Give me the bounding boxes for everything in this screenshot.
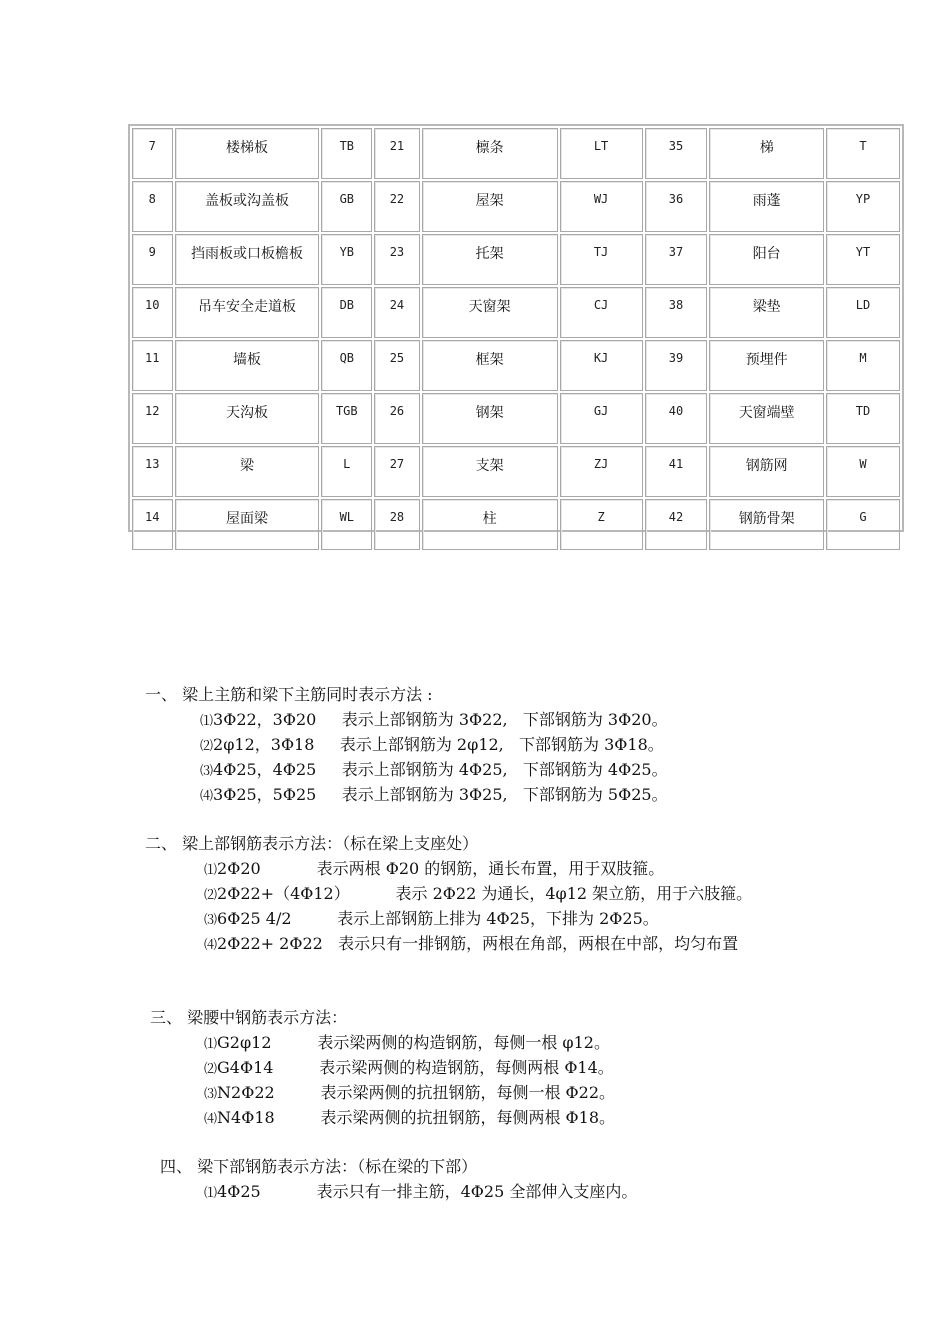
table-cell-component-name: 钢筋骨架 [709, 499, 824, 550]
item-text: N2Φ22 表示梁两侧的抗扭钢筋，每侧一根 Φ22。 [217, 1083, 616, 1102]
table-cell-number: 22 [374, 181, 420, 232]
section-2-item-2 [204, 884, 752, 906]
item-text: 4Φ25，4Φ25 表示上部钢筋为 4Φ25, 下部钢筋为 4Φ25。 [213, 760, 668, 779]
table-cell-component-name: 预埋件 [709, 340, 824, 391]
table-cell-number: 24 [374, 287, 420, 338]
item-text: N4Φ18 表示梁两侧的抗扭钢筋，每侧两根 Φ18。 [217, 1108, 616, 1127]
item-marker: ⑵ [200, 739, 214, 754]
table-cell-code: QB [321, 340, 372, 391]
item-marker: ⑴ [204, 1186, 218, 1201]
section-2-heading: 二、 梁上部钢筋表示方法：（标在梁上支座处） [145, 834, 479, 853]
table-cell-code: YB [321, 234, 372, 285]
section-1-heading: 一、 梁上主筋和梁下主筋同时表示方法 : [145, 685, 433, 704]
table-cell-component-name: 雨蓬 [709, 181, 824, 232]
table-cell-code: WJ [560, 181, 643, 232]
table-cell-code: WL [321, 499, 372, 550]
table-cell-component-name: 梁 [175, 446, 320, 497]
table-cell-number: 23 [374, 234, 420, 285]
section-4-item-1 [204, 1182, 637, 1204]
table-cell-component-name: 钢架 [422, 393, 558, 444]
item-text: 6Φ25 4/2 表示上部钢筋上排为 4Φ25，下排为 2Φ25。 [217, 909, 659, 928]
table-cell-number: 13 [132, 446, 173, 497]
item-marker: ⑷ [204, 1112, 218, 1127]
section-1-item-1 [200, 710, 668, 732]
item-marker: ⑶ [200, 764, 214, 779]
item-text: G4Φ14 表示梁两侧的构造钢筋，每侧两根 Φ14。 [217, 1058, 614, 1077]
table-cell-number: 8 [132, 181, 173, 232]
table-cell-number: 41 [645, 446, 708, 497]
section-2-item-3 [204, 909, 659, 931]
table-cell-code: GJ [560, 393, 643, 444]
section-3-item-4 [204, 1108, 615, 1130]
item-text: 2φ12，3Φ18 表示上部钢筋为 2φ12, 下部钢筋为 3Φ18。 [213, 735, 664, 754]
item-marker: ⑵ [204, 1062, 218, 1077]
section-3-item-3 [204, 1083, 615, 1105]
table-cell-number: 37 [645, 234, 708, 285]
table-cell-component-name: 天窗端壁 [709, 393, 824, 444]
table-cell-code: YP [826, 181, 900, 232]
table-cell-component-name: 阳台 [709, 234, 824, 285]
table-cell-component-name: 屋面梁 [175, 499, 320, 550]
table-cell-number: 14 [132, 499, 173, 550]
table-cell-number: 39 [645, 340, 708, 391]
section-3-heading: 三、 梁腰中钢筋表示方法： [150, 1008, 348, 1027]
section-1-item-4 [200, 785, 668, 807]
table-cell-number: 9 [132, 234, 173, 285]
item-marker: ⑴ [200, 714, 214, 729]
table-cell-code: GB [321, 181, 372, 232]
table-cell-number: 26 [374, 393, 420, 444]
table-cell-number: 40 [645, 393, 708, 444]
table-cell-component-name: 托架 [422, 234, 558, 285]
table-cell-component-name: 钢筋网 [709, 446, 824, 497]
table-cell-number: 7 [132, 128, 173, 179]
table-cell-component-name: 梯 [709, 128, 824, 179]
table-cell-number: 38 [645, 287, 708, 338]
table-cell-component-name: 梁垫 [709, 287, 824, 338]
table-cell-component-name: 墙板 [175, 340, 320, 391]
table-cell-component-name: 吊车安全走道板 [175, 287, 320, 338]
table-cell-number: 12 [132, 393, 173, 444]
table-cell-number: 42 [645, 499, 708, 550]
table-cell-number: 28 [374, 499, 420, 550]
item-text: G2φ12 表示梁两侧的构造钢筋，每侧一根 φ12。 [217, 1033, 610, 1052]
section-1-item-3 [200, 760, 668, 782]
table-cell-code: G [826, 499, 900, 550]
table-cell-code: TB [321, 128, 372, 179]
table-cell-component-name: 天沟板 [175, 393, 320, 444]
section-3-item-1 [204, 1033, 610, 1055]
item-marker: ⑶ [204, 913, 218, 928]
table-cell-component-name: 屋架 [422, 181, 558, 232]
section-2-item-1 [204, 859, 664, 881]
table-cell-code: TJ [560, 234, 643, 285]
table-cell-component-name: 檩条 [422, 128, 558, 179]
table-cell-code: T [826, 128, 900, 179]
item-text: 3Φ22，3Φ20 表示上部钢筋为 3Φ22, 下部钢筋为 3Φ20。 [213, 710, 668, 729]
item-marker: ⑵ [204, 888, 218, 903]
section-2-item-4 [204, 934, 738, 956]
table-cell-number: 25 [374, 340, 420, 391]
table-cell-code: YT [826, 234, 900, 285]
table-cell-code: ZJ [560, 446, 643, 497]
table-cell-number: 36 [645, 181, 708, 232]
table-cell-code: KJ [560, 340, 643, 391]
table-cell-component-name: 挡雨板或口板檐板 [175, 234, 320, 285]
table-cell-code: CJ [560, 287, 643, 338]
item-marker: ⑴ [204, 863, 218, 878]
table-cell-number: 35 [645, 128, 708, 179]
section-4-heading: 四、 梁下部钢筋表示方法：（标在梁的下部） [160, 1157, 478, 1176]
table-cell-number: 21 [374, 128, 420, 179]
section-1-item-2 [200, 735, 664, 757]
table-cell-code: Z [560, 499, 643, 550]
table-cell-number: 11 [132, 340, 173, 391]
table-cell-code: LT [560, 128, 643, 179]
table-cell-code: TD [826, 393, 900, 444]
table-cell-code: W [826, 446, 900, 497]
table-cell-component-name: 盖板或沟盖板 [175, 181, 320, 232]
table-cell-code: LD [826, 287, 900, 338]
table-cell-component-name: 柱 [422, 499, 558, 550]
table-cell-component-name: 框架 [422, 340, 558, 391]
section-3-item-2 [204, 1058, 614, 1080]
table-cell-component-name: 楼梯板 [175, 128, 320, 179]
item-text: 2Φ22+ 2Φ22 表示只有一排钢筋，两根在角部，两根在中部，均匀布置 [217, 934, 739, 953]
item-text: 3Φ25，5Φ25 表示上部钢筋为 3Φ25, 下部钢筋为 5Φ25。 [213, 785, 668, 804]
table-cell-component-name: 天窗架 [422, 287, 558, 338]
table-cell-component-name: 支架 [422, 446, 558, 497]
item-text: 2Φ20 表示两根 Φ20 的钢筋，通长布置，用于双肢箍。 [217, 859, 665, 878]
table-cell-number: 10 [132, 287, 173, 338]
item-marker: ⑷ [204, 938, 218, 953]
item-text: 2Φ22+（4Φ12） 表示 2Φ22 为通长，4φ12 架立筋，用于六肢箍。 [217, 884, 753, 903]
item-marker: ⑷ [200, 789, 214, 804]
item-marker: ⑶ [204, 1087, 218, 1102]
item-marker: ⑴ [204, 1037, 218, 1052]
item-text: 4Φ25 表示只有一排主筋，4Φ25 全部伸入支座内。 [217, 1182, 638, 1201]
table-cell-code: M [826, 340, 900, 391]
table-cell-code: L [321, 446, 372, 497]
table-cell-code: DB [321, 287, 372, 338]
table-cell-number: 27 [374, 446, 420, 497]
table-cell-code: TGB [321, 393, 372, 444]
